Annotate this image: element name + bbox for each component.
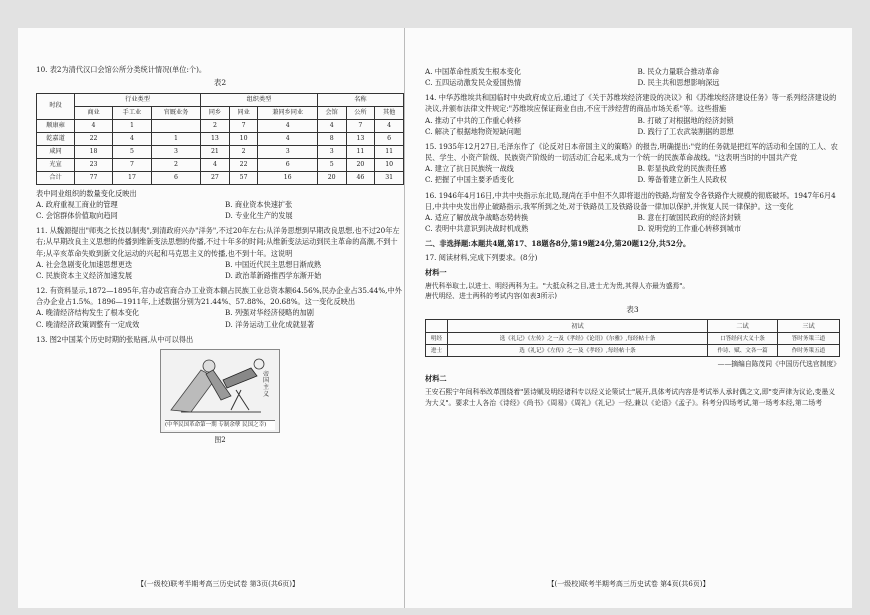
table-cell: 10	[375, 158, 404, 171]
table-row	[37, 171, 404, 184]
table-cell: 进士	[426, 345, 448, 357]
table-row	[37, 145, 404, 158]
table-header-cell: 官厩业务	[151, 106, 200, 119]
material-1-title: 材料一	[425, 267, 447, 277]
table-cell: 27	[201, 171, 230, 184]
option-a: A. 政府重视工商业的管理	[36, 199, 118, 209]
option-c: C. 民族资本主义经济加速发展	[36, 270, 133, 280]
table-cell: 光宣	[37, 158, 75, 171]
question-stem: 12. 有资料显示,1872—1895年,官办或官商合办工业资本额占民族工业总资本额64.56%,民办企业占35.44%,中外合办企业占1.5%。1896—1911年,上述数据分别为21.44%、57.88%、20.68%。这一变化反映出	[36, 286, 402, 307]
table-header-cell: 初试	[448, 320, 708, 333]
option-b: B. 民众力量联合推动革命	[637, 67, 720, 76]
table-cell: 46	[346, 171, 375, 184]
option-d: D. 洋务运动工业化成就显著	[225, 319, 315, 329]
table-cell: 2	[151, 158, 200, 171]
table-cell: 17	[113, 171, 152, 184]
table-header-cell	[426, 320, 448, 333]
table-cell: 23	[75, 158, 113, 171]
option-a: A. 推动了中共的工作重心转移	[425, 115, 522, 125]
table-cell: 合计	[37, 171, 75, 184]
exam-page-3	[18, 28, 418, 608]
table-cell: 乾嘉道	[37, 132, 75, 145]
option-d: D. 民主共和思想影响深远	[637, 78, 720, 88]
option-d: D. 筹备着建立新生人民政权	[637, 175, 727, 185]
table-cell: 77	[75, 171, 113, 184]
table-cell: 22	[229, 158, 258, 171]
table-cell: 1	[151, 132, 200, 145]
option-d: D. 践行了工农武装割据的思想	[637, 126, 734, 136]
question-10	[36, 64, 404, 221]
option-a: A. 适应了解放战争战略态势转换	[425, 212, 529, 222]
option-b: B. 列强对华经济侵略的加剧	[225, 308, 314, 318]
table-cell: 7	[346, 119, 375, 132]
question-stem: 14. 中华苏维埃共和国临时中央政府成立后,通过了《关于苏维埃经济建设的决议》和《苏维埃经济建设任务》等一系列经济建设的决议,并颁布法律文件规定:"苏维埃应保证商业自由,不应干涉经营的商品市场关系"等。这些措施	[425, 93, 837, 114]
table-cell: 22	[75, 132, 113, 145]
table-header-group: 名称	[317, 93, 403, 106]
table-cell: 16	[258, 171, 317, 184]
table-3	[425, 319, 840, 357]
question-stem: 11. 从魏源提出"师夷之长技以制夷",到清政府兴办"洋务",不过20年左右;从洋务思想到早期改良思想,也不过20年左右;从早期改良主义思想的传播到维新变法思想的传播,不过十年多的时间;从维新变法运动到民主革命的高潮,不到十年;从辛亥革命失败到新文化运动的兴起和马克思主义的传播,也不到十年。这说明	[36, 226, 400, 258]
question-stem: 17. 阅读材料,完成下列要求。(8分)	[425, 253, 538, 263]
option-c: C. 解决了根据地物资短缺问题	[425, 126, 522, 136]
option-c: C. 会馆群体价值取向趋同	[36, 211, 118, 221]
table-cell: 1	[113, 119, 152, 132]
table-cell: 5	[317, 158, 346, 171]
table-cell: 3	[317, 145, 346, 158]
table-cell: 5	[113, 145, 152, 158]
material-2-text: 王安石熙宁年间科举改革围绕着"罢诗赋及明经诸科专以经义论策试士"展开,具体考试内容是考试举人承时偶之文,即"变声律为议论,变墨义为大义"。要求士人各治《诗经》《尚书》《周易》《周礼》《礼记》一经,兼以《论语》《孟子》。科考分四场考试,第一场考本经,第二场考	[425, 388, 836, 407]
table-cell: 21	[201, 145, 230, 158]
question-stem: 13. 图2中国某个历史时期的张贴画,从中可以得出	[36, 334, 194, 344]
table-header-cell: 手工业	[113, 106, 152, 119]
option-a: A. 中国革命性质发生根本变化	[425, 67, 522, 76]
table-cell	[151, 119, 200, 132]
table-header-cell: 公所	[346, 106, 375, 119]
table-cell: 顺康雍	[37, 119, 75, 132]
table-header-group: 行业类型	[75, 93, 201, 106]
table-title: 表2	[213, 78, 227, 88]
table-cell: 作时务策五道	[778, 345, 840, 357]
table-header-cell: 会馆	[317, 106, 346, 119]
exam-page-4	[404, 28, 852, 608]
table-cell: 4	[375, 119, 404, 132]
table-cell: 20	[317, 171, 346, 184]
table-2-body	[37, 119, 404, 184]
table-cell: 6	[375, 132, 404, 145]
option-d: D. 专业化生产的发展	[225, 211, 293, 221]
question-stem: 15. 1935年12月27日,毛泽东作了《论反对日本帝国主义的策略》的报告,明确提出:"党的任务就是把红军的活动和全国的工人、农民、学生、小资产阶级、民族资产阶级的一切活动汇合起来,成为一个统一的民族革命战线。"这表明当时的中国共产党	[425, 141, 838, 163]
table-row	[37, 119, 404, 132]
table-cell: 4	[113, 132, 152, 145]
table-cell: 4	[258, 132, 317, 145]
table-cell: 3	[151, 145, 200, 158]
table-cell: 7	[229, 119, 258, 132]
table-cell: 4	[258, 119, 317, 132]
options	[425, 66, 840, 88]
question-stem: 10. 表2为清代汉口会馆公所分类统计情况(单位:个)。	[36, 65, 207, 74]
table-cell: 11	[375, 145, 404, 158]
question-16	[425, 190, 840, 235]
table-cell: 18	[75, 145, 113, 158]
table-title: 表3	[626, 304, 639, 314]
table-cell: 10	[229, 132, 258, 145]
figure-caption: 图2	[214, 435, 226, 444]
question-13-options	[425, 66, 840, 88]
table-header-group: 组织类型	[201, 93, 318, 106]
question-tail: 表中同业组织的数量变化反映出	[36, 188, 137, 198]
table-source: ——摘编自陈茂同《中国历代选官制度》	[717, 360, 840, 369]
option-b: B. 中国近代民主思想日渐成熟	[225, 259, 322, 269]
option-a: A. 社会急剧变化加速思想更迭	[36, 259, 133, 269]
option-c: C. 晚清经济政策调整有一定成效	[36, 319, 140, 329]
material-1-text-2: 唐代明经、进士两科的考试内容(如表3所示)	[425, 292, 557, 301]
table-header-cell: 兼同乡同业	[258, 106, 317, 119]
table-header-cell: 时段	[37, 93, 75, 119]
table-cell: 6	[258, 158, 317, 171]
table-header-cell: 同业	[229, 106, 258, 119]
table-cell: 3	[258, 145, 317, 158]
table-cell: 口答经问大义十条	[708, 333, 778, 345]
cartoon-caption: (中华民国革命第一期 专制余孽 民国之幸)	[165, 420, 275, 430]
options	[36, 199, 404, 221]
table-header-cell: 同乡	[201, 106, 230, 119]
table-cell: 8	[317, 132, 346, 145]
option-c: C. 五四运动激发民众爱国热情	[425, 78, 522, 88]
question-17	[425, 252, 840, 408]
table-cell: 2	[229, 145, 258, 158]
table-cell: 咸同	[37, 145, 75, 158]
options	[425, 115, 840, 137]
options	[425, 163, 840, 185]
material-1-text: 唐代科举取士,以进士、明经两科为主。"大抵众科之目,进士尤为贵,其得人亦最为盛焉"。	[425, 281, 690, 290]
table-cell: 答时务策三道	[778, 333, 840, 345]
table-cell: 选《礼记》《左传》之一及《孝经》,每经帖十条	[448, 345, 708, 357]
table-cell: 2	[201, 119, 230, 132]
table-cell: 11	[346, 145, 375, 158]
option-b: B. 彰显执政党的民族责任感	[637, 164, 727, 174]
table-header-cell: 三试	[778, 320, 840, 333]
option-a: A. 建立了抗日民族统一战线	[425, 164, 514, 174]
cartoon-label: 帝国主义	[263, 370, 270, 398]
option-c: C. 把握了中国主要矛盾变化	[425, 175, 514, 185]
table-header-cell: 其他	[375, 106, 404, 119]
material-2-title: 材料二	[425, 373, 447, 383]
option-d: D. 说明党的工作重心转移到城市	[637, 224, 742, 234]
table-cell: 4	[75, 119, 113, 132]
table-cell: 13	[201, 132, 230, 145]
question-stem: 16. 1946年4月16日,中共中央指示东北局,现尚在手中但不久即将退出的铁路,均留发令各铁路作大规模的彻底破坏。1947年6月4日,中共中央发出停止破路指示,我军所到之处,对于铁路员工及铁路设备一律加以保护,并恢复人民一律保护。这一变化	[425, 190, 836, 211]
table-cell: 7	[113, 158, 152, 171]
table-cell: 4	[317, 119, 346, 132]
question-12	[36, 285, 404, 330]
cartoon-drawing	[161, 350, 279, 420]
table-cell: 31	[375, 171, 404, 184]
question-15	[425, 141, 840, 186]
question-13	[36, 334, 404, 446]
question-14	[425, 92, 840, 137]
table-cell: 4	[201, 158, 230, 171]
option-b: B. 意在打破国民政府的经济封锁	[637, 212, 741, 222]
table-cell: 作诗、赋、文各一篇	[708, 345, 778, 357]
options	[425, 212, 840, 234]
table-cell: 57	[229, 171, 258, 184]
question-11	[36, 225, 404, 281]
table-cell: 20	[346, 158, 375, 171]
option-b: B. 打破了对根据地的经济封锁	[637, 115, 734, 125]
table-row	[37, 132, 404, 145]
table-cell: 明经	[426, 333, 448, 345]
table-2	[36, 93, 404, 185]
option-b: B. 商业资本快速扩张	[225, 199, 293, 209]
table-header-cell: 商业	[75, 106, 113, 119]
option-d: D. 政治革新路推西学东渐开始	[225, 270, 322, 280]
table-cell: 选《礼记》《左传》之一及《孝经》《论语》《尔雅》,每经帖十条	[448, 333, 708, 345]
table-header-cell: 二试	[708, 320, 778, 333]
table-row	[37, 158, 404, 171]
page-footer: 【(一级校)联考半期考高三历史试卷 第4页(共6页)】	[547, 580, 710, 589]
table-cell: 6	[151, 171, 200, 184]
option-a: A. 晚清经济结构发生了根本变化	[36, 308, 140, 318]
option-c: C. 表明中共意识到决战时机成熟	[425, 224, 529, 234]
page-footer: 【(一级校)联考半期考高三历史试卷 第3页(共6页)】	[136, 580, 300, 589]
options	[36, 307, 404, 329]
section-heading: 二、非选择题:本题共4题,第17、18题各8分,第19题24分,第20题12分,共52分。	[425, 239, 691, 249]
options	[36, 259, 404, 281]
cartoon-image	[160, 349, 280, 433]
table-cell: 13	[346, 132, 375, 145]
